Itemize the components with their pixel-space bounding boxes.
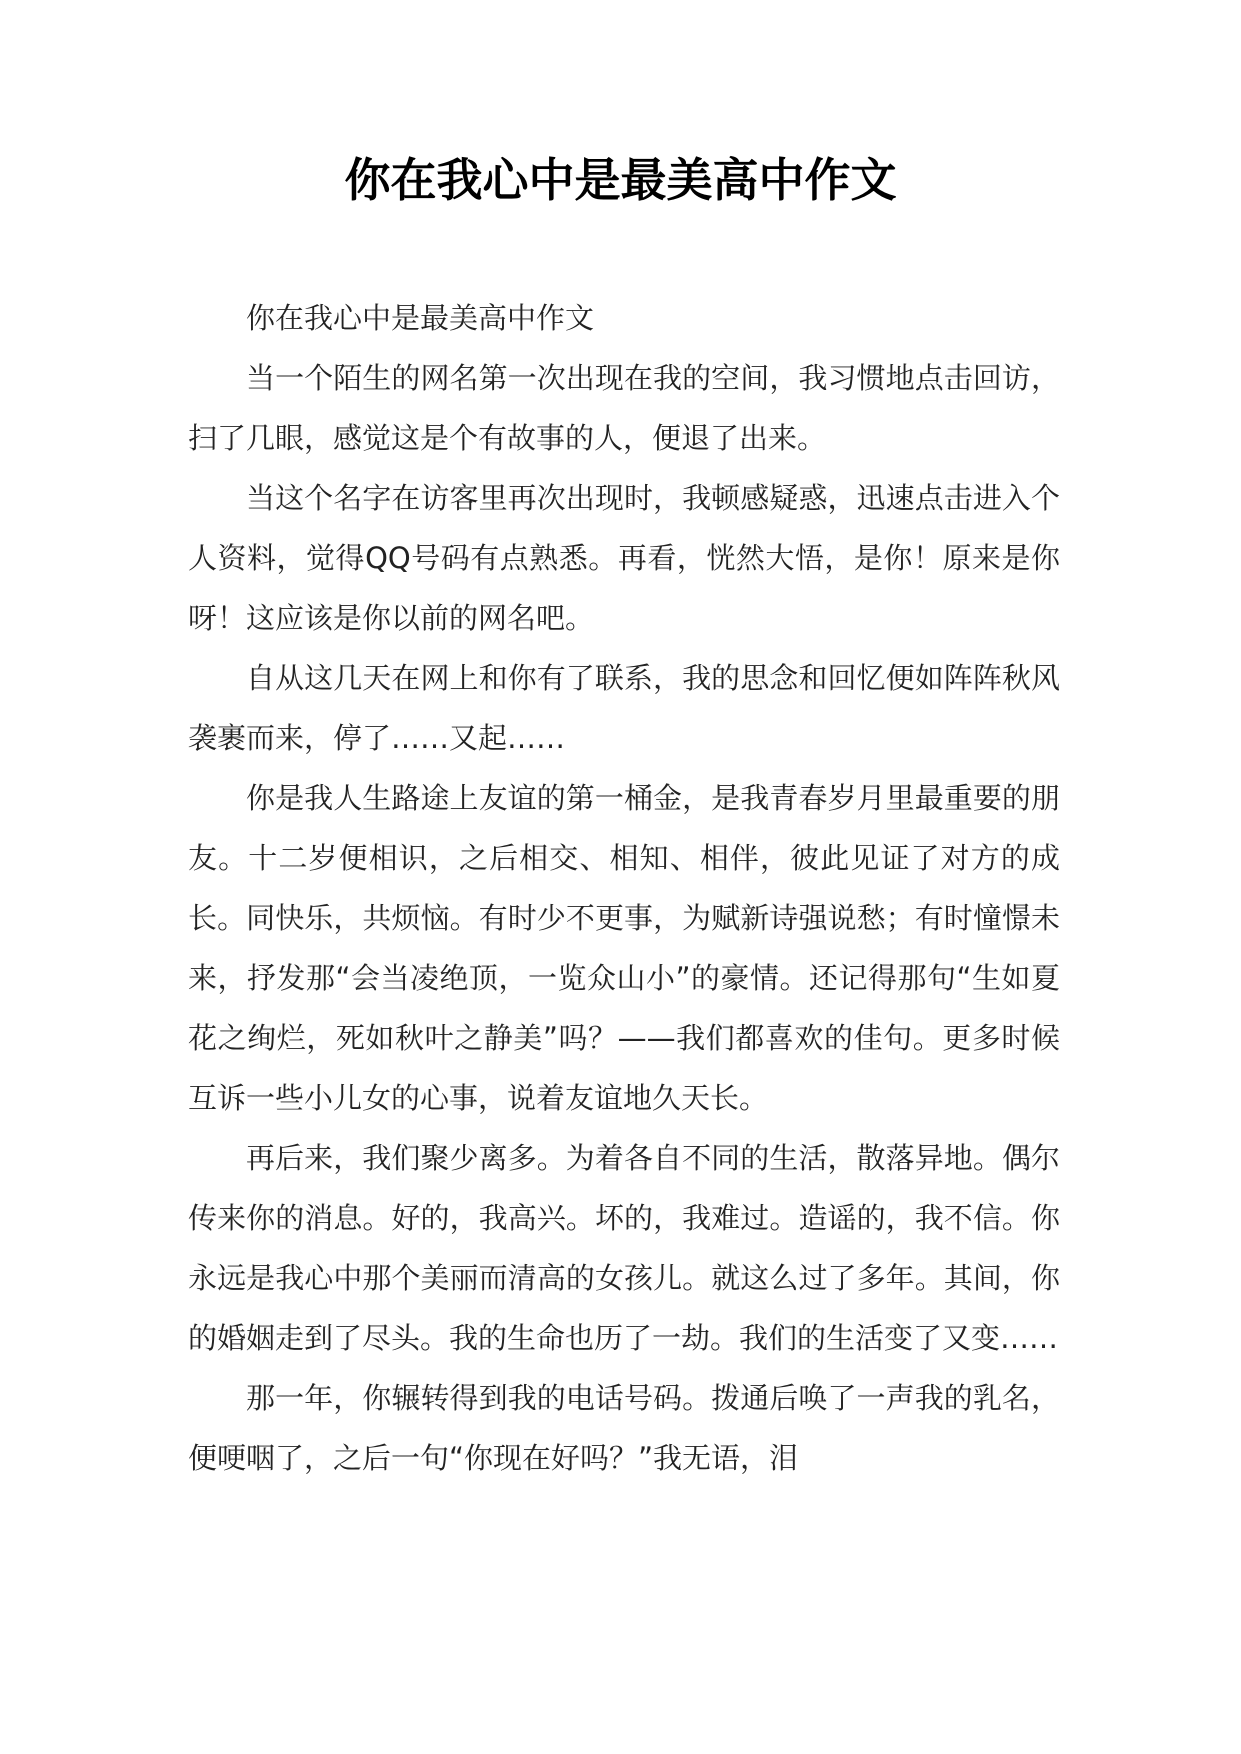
document-title: 你在我心中是最美高中作文 [344,153,897,207]
paragraph: 当一个陌生的网名第一次出现在我的空间，我习惯地点击回访，扫了几眼，感觉这是个有故事的人，便退了出来。 [188,361,1060,455]
paragraph: 自从这几天在网上和你有了联系，我的思念和回忆便如阵阵秋风袭裹而来，停了……又起…… [188,661,1060,755]
document-body [188,288,1060,1488]
paragraph: 那一年，你辗转得到我的电话号码。拨通后唤了一声我的乳名，便哽咽了，之后一句“你现在好吗？”我无语，泪 [188,1381,1060,1475]
paragraph: 你是我人生路途上友谊的第一桶金，是我青春岁月里最重要的朋友。十二岁便相识，之后相交、相知、相伴，彼此见证了对方的成长。同快乐，共烦恼。有时少不更事，为赋新诗强说愁；有时憧憬未来，抒发那“会当凌绝顶，一览众山小”的豪情。还记得那句“生如夏花之绚烂，死如秋叶之静美”吗？——我们都喜欢的佳句。更多时候互诉一些小儿女的心事，说着友谊地久天长。 [188,781,1060,1115]
paragraph: 再后来，我们聚少离多。为着各自不同的生活，散落异地。偶尔传来你的消息。好的，我高兴。坏的，我难过。造谣的，我不信。你永远是我心中那个美丽而清高的女孩儿。就这么过了多年。其间，你的婚姻走到了尽头。我的生命也历了一劫。我们的生活变了又变…… [188,1141,1060,1355]
paragraph: 当这个名字在访客里再次出现时，我顿感疑惑，迅速点击进入个人资料，觉得QQ号码有点熟悉。再看，恍然大悟，是你！原来是你呀！这应该是你以前的网名吧。 [188,481,1060,635]
paragraph: 你在我心中是最美高中作文 [246,301,595,335]
